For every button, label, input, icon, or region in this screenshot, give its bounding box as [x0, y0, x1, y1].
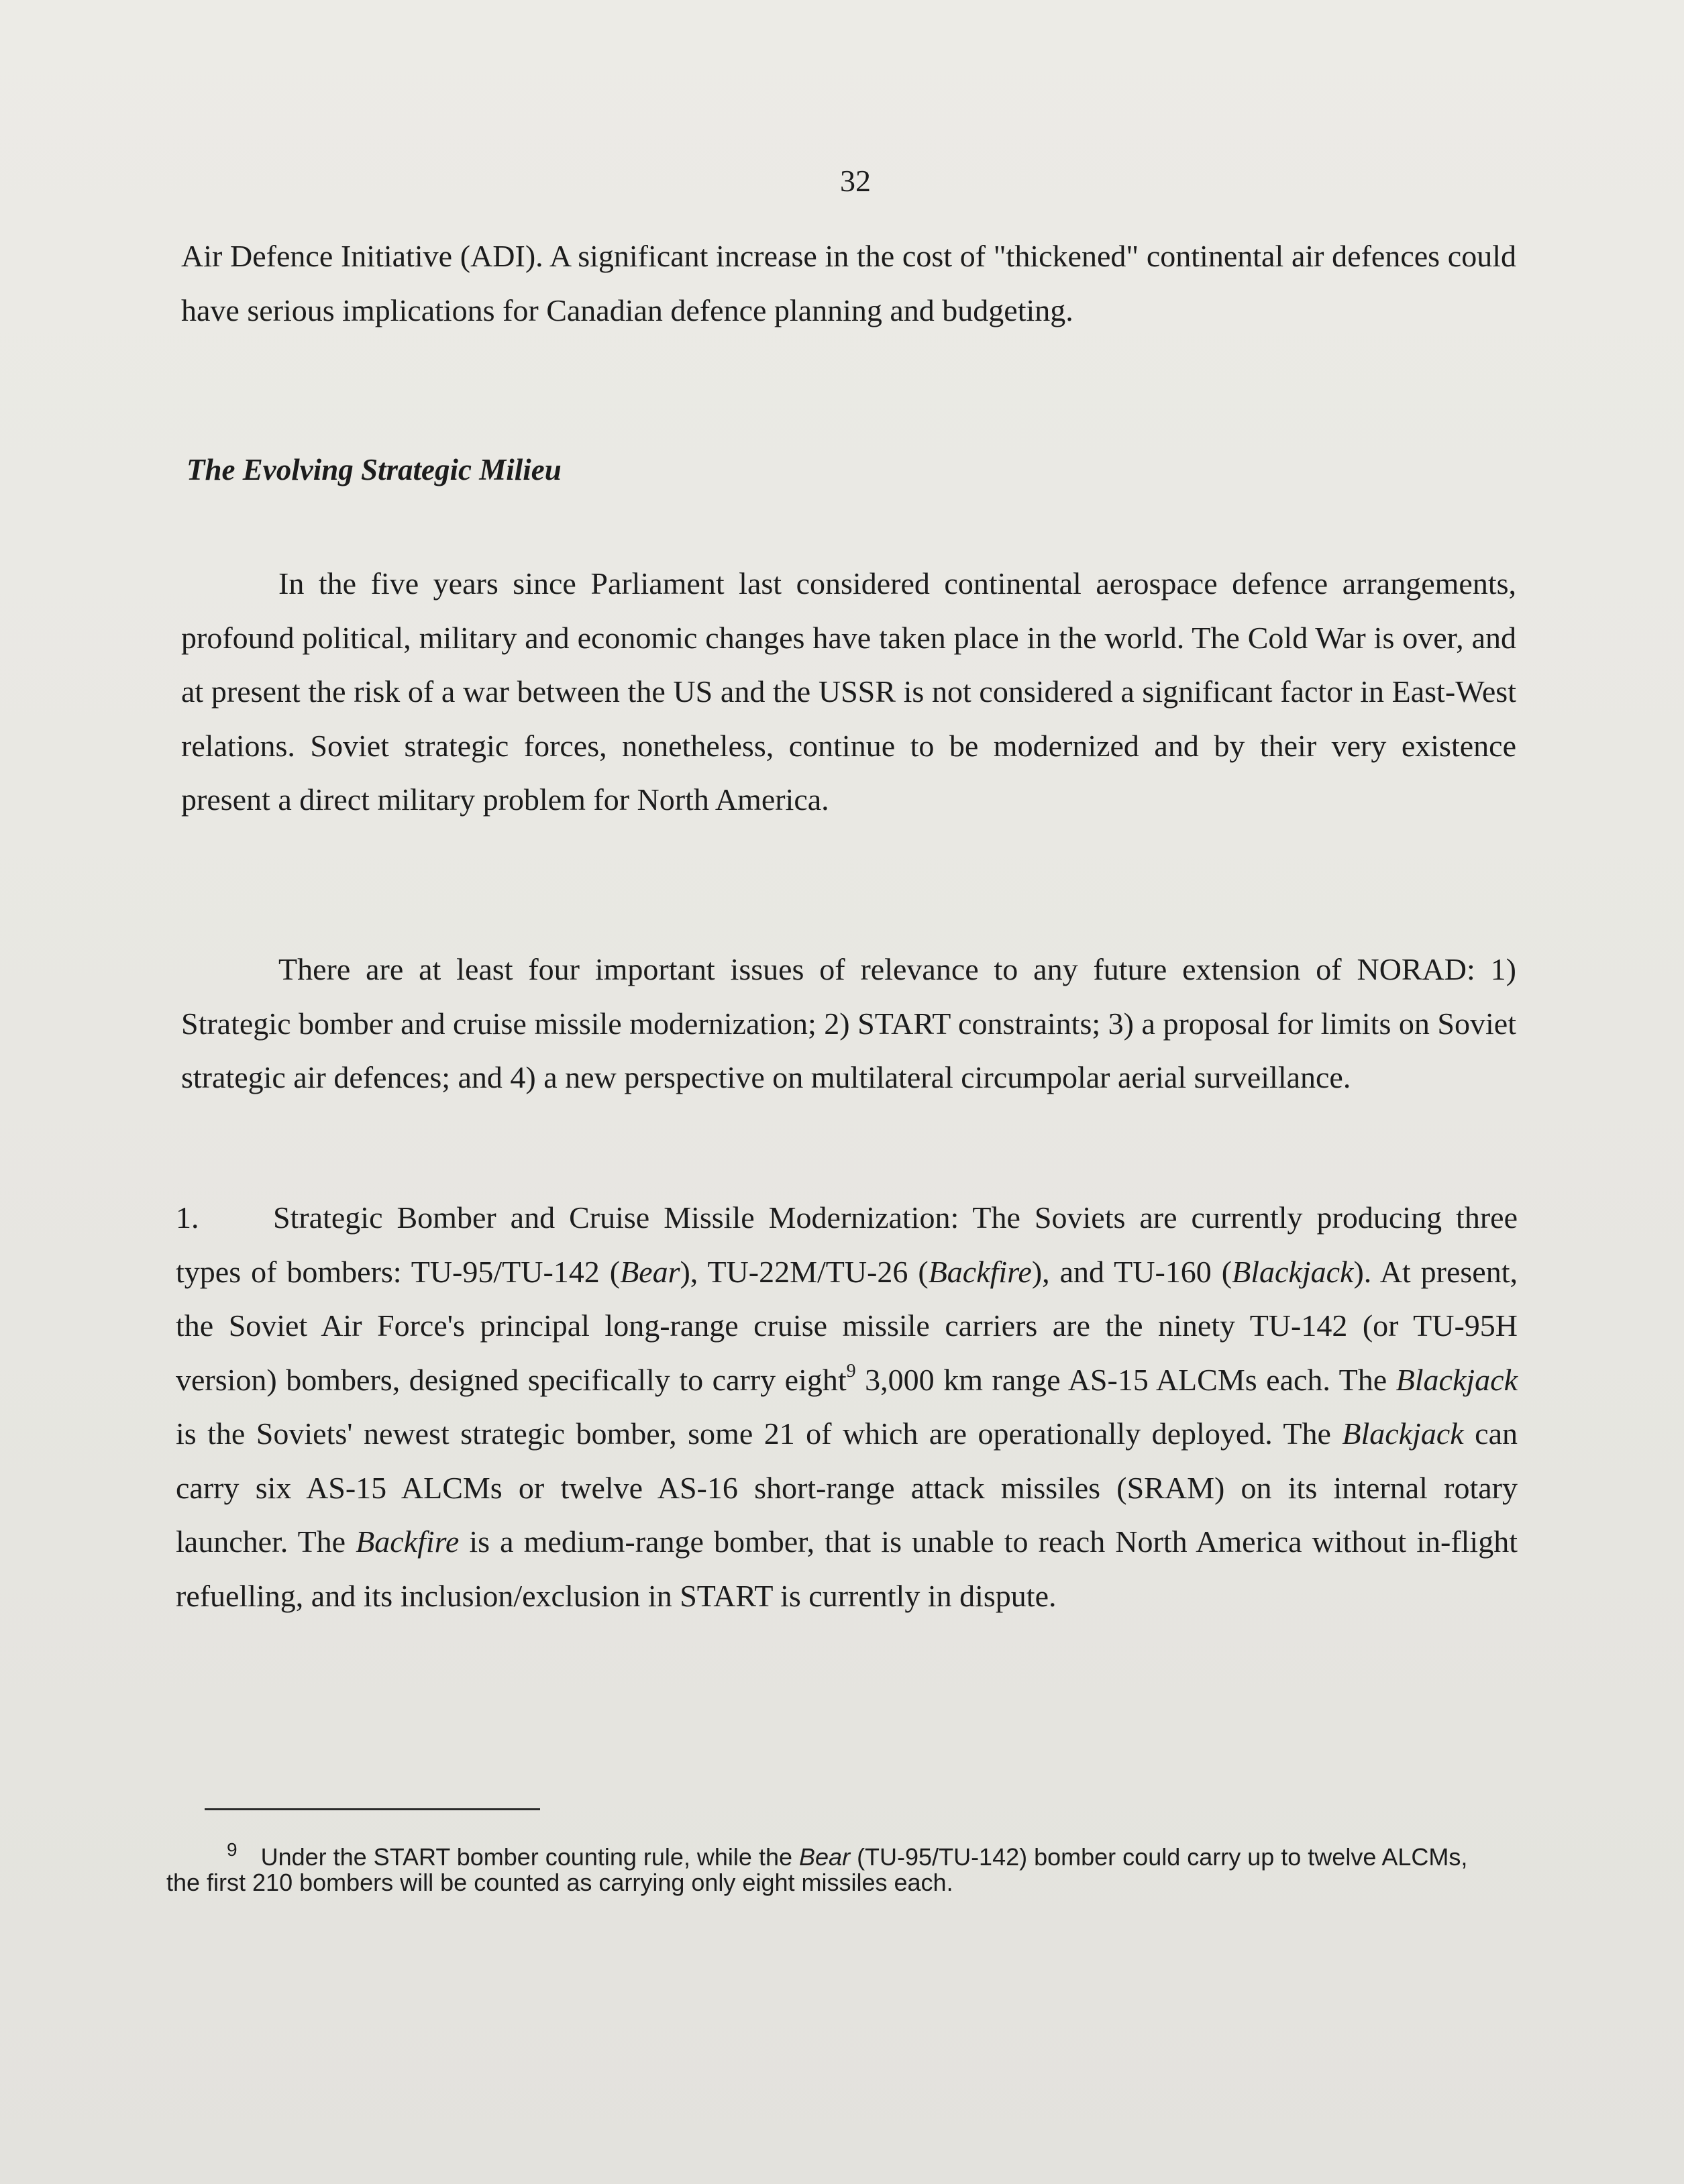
- bomber-name-bear: Bear: [620, 1254, 680, 1289]
- paragraph-strategic-changes: In the five years since Parliament last considered continental aerospace defence arrangements, profound political, military and economic changes have taken place in the world. The Cold War is over, and at present the risk of a war between the US and the USSR is not considered a significant factor in East-West relations. Soviet strategic forces, nonetheless, continue to be modernized and by their very existence present a direct military problem for North America.: [181, 566, 1516, 817]
- page-number: 32: [840, 164, 871, 198]
- text-segment: ). At present, the Soviet Air Force's principal long-range cruise missile carriers are the ninety TU-142 (or TU-95H version) bombers, designed specifically to carry eight: [176, 1254, 1518, 1397]
- text-segment: ), TU-22M/TU-26 (: [680, 1254, 929, 1289]
- text-segment: is the Soviets' newest strategic bomber, some 21 of which are operationally deployed. The: [176, 1416, 1343, 1451]
- continued-paragraph: Air Defence Initiative (ADI). A significant increase in the cost of "thickened" continental air defences could have serious implications for Canadian defence planning and budgeting.: [181, 239, 1516, 327]
- paragraph-norad-issues: There are at least four important issues of relevance to any future extension of NORAD: 1) Strategic bomber and cruise missile modernization; 2) START constraints; 3) a proposal for limits on Soviet strategic air defences; and 4) a new perspective on multilateral circumpolar aerial surveillance.: [181, 952, 1516, 1094]
- text-segment: Strategic Bomber and Cruise Missile Modernization: The Soviets are currently producing three types of bombers: TU-95/TU-142 (: [176, 1200, 1518, 1289]
- text-segment: is a medium-range bomber, that is unable to reach North America without in-flight refuelling, and its inclusion/exclusion in START is currently in dispute.: [176, 1524, 1518, 1613]
- bomber-name-blackjack: Blackjack: [1396, 1362, 1518, 1397]
- section-heading: The Evolving Strategic Milieu: [187, 453, 562, 486]
- bomber-name-backfire: Backfire: [356, 1524, 460, 1559]
- text-segment: ), and TU-160 (: [1031, 1254, 1232, 1289]
- footnote-marker: 9: [227, 1839, 238, 1860]
- bomber-name-blackjack: Blackjack: [1342, 1416, 1464, 1451]
- footnote-reference: 9: [846, 1360, 856, 1382]
- footnote-divider: [205, 1808, 540, 1810]
- text-segment: 3,000 km range AS-15 ALCMs each. The: [855, 1362, 1396, 1397]
- text-segment: can carry six AS-15 ALCMs or twelve AS-16 short-range attack missiles (SRAM) on its internal rotary launcher. The: [176, 1416, 1518, 1559]
- footnote-text-segment: Under the START bomber counting rule, while the: [260, 1843, 800, 1871]
- bomber-name-blackjack: Blackjack: [1232, 1254, 1354, 1289]
- bomber-name-bear: Bear: [799, 1843, 851, 1871]
- list-item-number: 1.: [176, 1200, 199, 1235]
- footnote: [166, 1837, 1502, 1895]
- footnote-text-segment: (TU-95/TU-142) bomber could carry up to twelve ALCMs, the first 210 bombers will be counted as carrying only eight missiles each.: [166, 1843, 1468, 1896]
- paragraph-bomber-modernization: [176, 1191, 1518, 1623]
- bomber-name-backfire: Backfire: [928, 1254, 1032, 1289]
